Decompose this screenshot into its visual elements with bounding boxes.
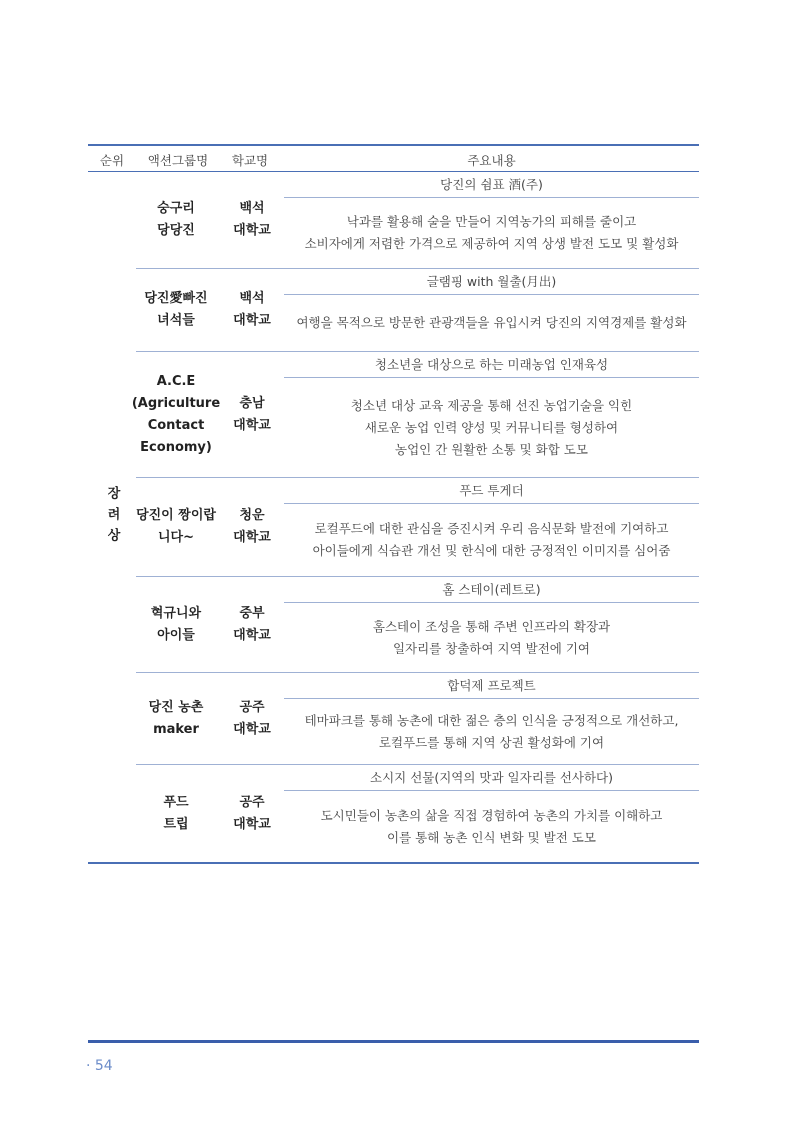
page-number: · 54 [86,1058,113,1074]
table-row [136,673,699,765]
school-name: 공주 대학교 [233,699,271,737]
school-name: 청운 대학교 [233,508,271,545]
table-row [136,478,699,577]
group-name: 숭구리 당당진 [157,201,195,238]
table-header [88,144,699,172]
school-name: 충남 대학교 [233,395,271,433]
rank-cell [88,172,136,862]
table-row [136,577,699,673]
project-description: 낙과를 활용해 술을 만들어 지역농가의 피해를 줄이고 소비자에게 저렴한 가격으로 제공하여 지역 상생 발전 도모 및 활성화 [304,214,679,251]
project-title: 푸드 투게더 [284,478,699,504]
group-name: 푸드 트립 [163,794,189,832]
award-table [88,144,699,864]
project-description: 홈스테이 조성을 통해 주변 인프라의 확장과 일자리를 창출하여 지역 발전에 기여 [372,618,611,656]
project-description: 도시민들이 농촌의 삶을 직접 경험하여 농촌의 가치를 이해하고 이를 통해 농촌 인식 변화 및 발전 도모 [320,807,663,845]
project-description: 여행을 목적으로 방문한 관광객들을 유입시켜 당진의 지역경제를 활성화 [296,315,687,330]
rank-label: 장려상 [104,485,120,549]
school-name: 공주 대학교 [233,794,271,832]
project-description: 테마파크를 통해 농촌에 대한 젊은 층의 인식을 긍정적으로 개선하고, 로컬푸드를 통해 지역 상권 활성화에 기여 [304,712,679,750]
project-title: 소시지 선물(지역의 맛과 일자리를 선사하다) [284,765,699,791]
table-row [136,269,699,352]
table-row [131,352,699,478]
project-title: 홈 스테이(레트로) [284,577,699,603]
table-body [88,172,699,864]
group-name: 혁규니와 아이들 [150,605,202,643]
project-description: 청소년 대상 교육 제공을 통해 선진 농업기술을 익힌 새로운 농업 인력 양성 및 커뮤니티를 형성하여 농업인 간 원활한 소통 및 화합 도모 [350,397,633,457]
header-school: 학교명 [231,153,269,168]
project-title: 합덕제 프로젝트 [284,673,699,699]
footer-rule [88,1040,699,1043]
group-name: 당진愛빠진 녀석들 [144,291,208,328]
group-name: 당진 농촌 maker [148,699,204,737]
school-name: 중부 대학교 [233,605,271,643]
table-row [136,172,699,269]
school-name: 백석 대학교 [233,291,271,328]
project-title: 청소년을 대상으로 하는 미래농업 인재육성 [284,352,699,378]
group-name: 당진이 짱이랍 니다~ [136,508,216,545]
table-row [136,765,699,862]
header-group: 액션그룹명 [147,153,209,168]
header-content: 주요내용 [467,153,516,168]
project-title: 글램핑 with 월출(月出) [284,269,699,295]
project-title: 당진의 쉼표 酒(주) [284,172,699,198]
header-rank: 순위 [99,153,125,168]
school-name: 백석 대학교 [233,201,271,238]
project-description: 로컬푸드에 대한 관심을 증진시켜 우리 음식문화 발전에 기여하고 아이들에게 식습관 개선 및 한식에 대한 긍정적인 이미지를 심어줌 [312,521,671,558]
group-name: A.C.E (Agriculture Contact Economy) [131,373,221,455]
